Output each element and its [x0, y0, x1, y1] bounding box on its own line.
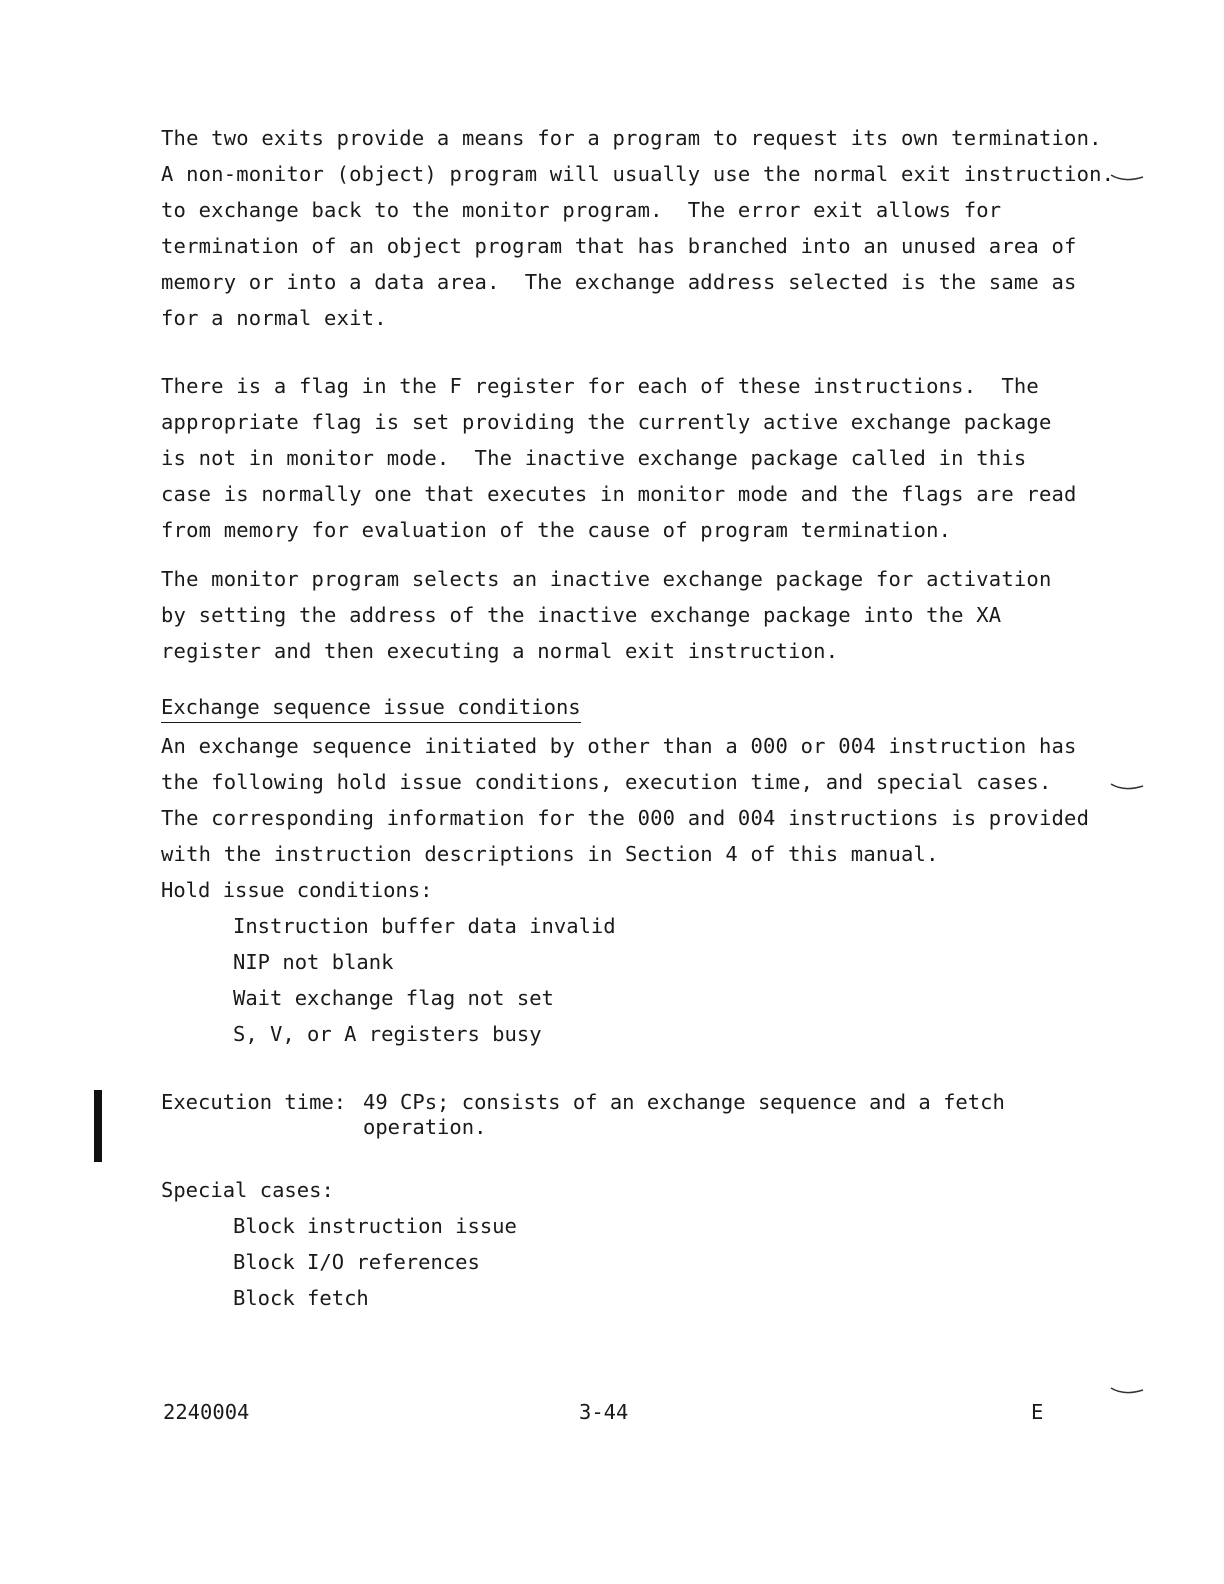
text-line: An exchange sequence initiated by other than a 000 or 004 instruction has — [161, 734, 1077, 758]
binder-mark-icon — [1110, 782, 1144, 792]
paragraph-monitor — [161, 561, 1081, 669]
text-line: from memory for evaluation of the cause of program termination. — [161, 518, 952, 542]
text-line: A non-monitor (object) program will usually use the normal exit instruction. — [161, 162, 1115, 186]
special-cases-list — [233, 1208, 517, 1316]
text-line: is not in monitor mode. The inactive exchange package called in this — [161, 446, 1027, 470]
execution-time-label: Execution time: — [161, 1090, 347, 1114]
text-line: 49 CPs; consists of an exchange sequence and a fetch — [363, 1090, 1005, 1114]
binder-mark-icon — [1110, 1386, 1144, 1396]
text-line: the following hold issue conditions, execution time, and special cases. — [161, 770, 1052, 794]
footer-revision: E — [1031, 1400, 1044, 1424]
text-line: termination of an object program that has branched into an unused area of — [161, 234, 1077, 258]
text-line: case is normally one that executes in monitor mode and the flags are read — [161, 482, 1077, 506]
revision-change-bar — [94, 1090, 102, 1162]
text-line: The two exits provide a means for a program to request its own termination. — [161, 126, 1102, 150]
text-line: with the instruction descriptions in Section 4 of this manual. — [161, 842, 939, 866]
text-line: to exchange back to the monitor program. The error exit allows for — [161, 198, 1002, 222]
paragraph-exits — [161, 120, 1115, 336]
list-item: Block instruction issue — [233, 1214, 517, 1238]
special-cases-label: Special cases: — [161, 1178, 334, 1202]
paragraph-flags — [161, 368, 1081, 548]
list-item: Instruction buffer data invalid — [233, 914, 616, 938]
text-line: The monitor program selects an inactive exchange package for activation — [161, 567, 1052, 591]
binder-mark-icon — [1110, 173, 1144, 183]
text-line: appropriate flag is set providing the currently active exchange package — [161, 410, 1052, 434]
list-item: Block I/O references — [233, 1250, 480, 1274]
list-item: Wait exchange flag not set — [233, 986, 554, 1010]
paragraph-exchange-sequence — [161, 728, 1090, 872]
text-line: by setting the address of the inactive exchange package into the XA — [161, 603, 1002, 627]
text-line: register and then executing a normal exit instruction. — [161, 639, 839, 663]
text-line: for a normal exit. — [161, 306, 387, 330]
list-item: Block fetch — [233, 1286, 369, 1310]
text-line: memory or into a data area. The exchange address selected is the same as — [161, 270, 1077, 294]
hold-issue-label: Hold issue conditions: — [161, 878, 433, 902]
text-line: operation. — [363, 1115, 487, 1139]
list-item: S, V, or A registers busy — [233, 1022, 542, 1046]
list-item: NIP not blank — [233, 950, 394, 974]
hold-issue-list — [233, 908, 616, 1052]
footer-document-number: 2240004 — [163, 1400, 250, 1424]
section-heading: Exchange sequence issue conditions — [161, 692, 581, 723]
execution-time-text — [363, 1090, 1023, 1140]
text-line: The corresponding information for the 000 and 004 instructions is provided — [161, 806, 1090, 830]
footer-page-number: 3-44 — [579, 1400, 629, 1424]
text-line: There is a flag in the F register for each of these instructions. The — [161, 374, 1039, 398]
